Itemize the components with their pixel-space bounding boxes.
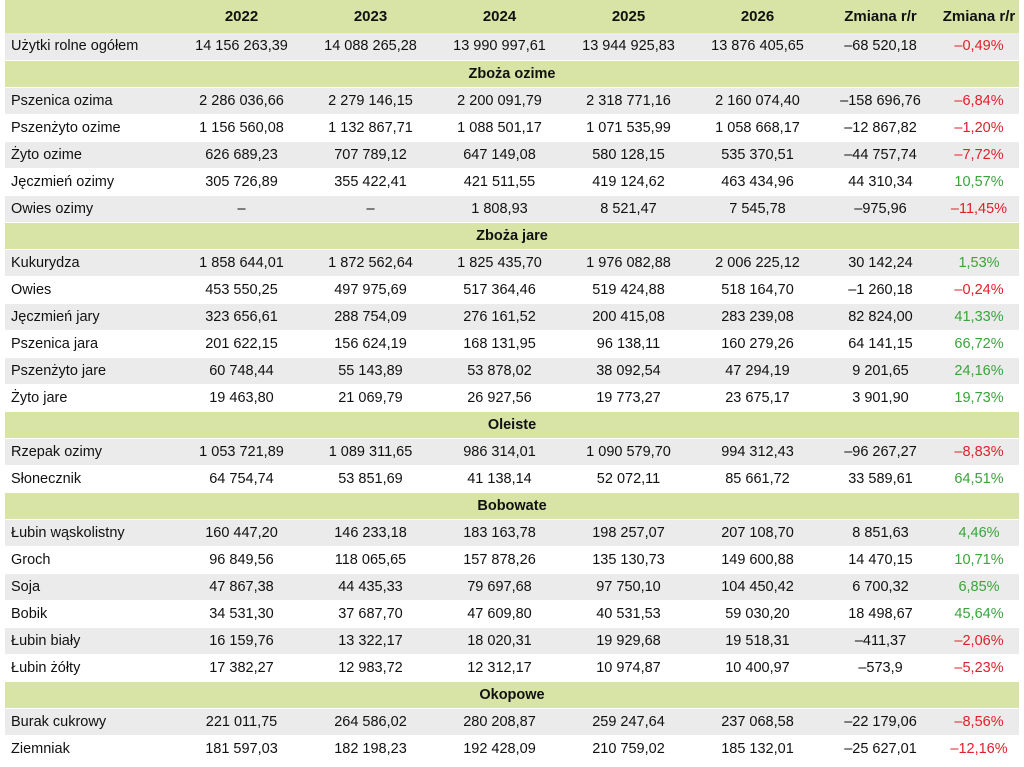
row-label: Jęczmień ozimy — [5, 168, 177, 195]
row-label: Pszenica jara — [5, 330, 177, 357]
table-row — [5, 735, 1019, 762]
value-cell: 47 294,19 — [693, 357, 822, 384]
table-row — [5, 87, 1019, 114]
row-label: Użytki rolne ogółem — [5, 33, 177, 60]
value-cell: 264 586,02 — [306, 708, 435, 735]
column-header: 2023 — [306, 0, 435, 33]
crop-area-table — [5, 0, 1019, 762]
value-cell: 1 825 435,70 — [435, 249, 564, 276]
value-cell: 53 878,02 — [435, 357, 564, 384]
change-percent-cell: 4,46% — [939, 519, 1019, 546]
change-value-cell: –68 520,18 — [822, 33, 939, 60]
value-cell: 53 851,69 — [306, 465, 435, 492]
category-label: Zboża jare — [5, 222, 1019, 249]
change-value-cell: 14 470,15 — [822, 546, 939, 573]
change-value-cell: 3 901,90 — [822, 384, 939, 411]
value-cell: 85 661,72 — [693, 465, 822, 492]
value-cell: 47 867,38 — [177, 573, 306, 600]
value-cell: 182 198,23 — [306, 735, 435, 762]
table-row — [5, 330, 1019, 357]
change-percent-cell: –6,84% — [939, 87, 1019, 114]
value-cell: 2 200 091,79 — [435, 87, 564, 114]
value-cell: 185 132,01 — [693, 735, 822, 762]
value-cell: 157 878,26 — [435, 546, 564, 573]
change-percent-cell: –8,56% — [939, 708, 1019, 735]
row-label: Żyto jare — [5, 384, 177, 411]
value-cell: 2 279 146,15 — [306, 87, 435, 114]
row-label: Owies — [5, 276, 177, 303]
value-cell: 135 130,73 — [564, 546, 693, 573]
value-cell: 10 400,97 — [693, 654, 822, 681]
category-label: Zboża ozime — [5, 60, 1019, 87]
value-cell: 2 006 225,12 — [693, 249, 822, 276]
table-row — [5, 654, 1019, 681]
change-value-cell: –25 627,01 — [822, 735, 939, 762]
value-cell: 97 750,10 — [564, 573, 693, 600]
value-cell: 47 609,80 — [435, 600, 564, 627]
value-cell: 13 876 405,65 — [693, 33, 822, 60]
change-percent-cell: 10,57% — [939, 168, 1019, 195]
value-cell: 707 789,12 — [306, 141, 435, 168]
value-cell: 1 808,93 — [435, 195, 564, 222]
value-cell: 1 132 867,71 — [306, 114, 435, 141]
change-value-cell: –158 696,76 — [822, 87, 939, 114]
value-cell: 14 156 263,39 — [177, 33, 306, 60]
value-cell: 12 312,17 — [435, 654, 564, 681]
header-label-cell — [5, 0, 177, 33]
row-label: Burak cukrowy — [5, 708, 177, 735]
value-cell: 200 415,08 — [564, 303, 693, 330]
category-label: Oleiste — [5, 411, 1019, 438]
table-row — [5, 384, 1019, 411]
change-percent-cell: 64,51% — [939, 465, 1019, 492]
value-cell: 355 422,41 — [306, 168, 435, 195]
value-cell: 52 072,11 — [564, 465, 693, 492]
value-cell: 288 754,09 — [306, 303, 435, 330]
value-cell: 517 364,46 — [435, 276, 564, 303]
table-row — [5, 195, 1019, 222]
change-value-cell: 82 824,00 — [822, 303, 939, 330]
row-label: Łubin żółty — [5, 654, 177, 681]
value-cell: 146 233,18 — [306, 519, 435, 546]
change-percent-cell: –5,23% — [939, 654, 1019, 681]
value-cell: 19 463,80 — [177, 384, 306, 411]
value-cell: 59 030,20 — [693, 600, 822, 627]
value-cell: 44 435,33 — [306, 573, 435, 600]
value-cell: 13 990 997,61 — [435, 33, 564, 60]
column-header: 2026 — [693, 0, 822, 33]
row-label: Słonecznik — [5, 465, 177, 492]
change-value-cell: –96 267,27 — [822, 438, 939, 465]
change-value-cell: –411,37 — [822, 627, 939, 654]
value-cell: 1 058 668,17 — [693, 114, 822, 141]
value-cell: 994 312,43 — [693, 438, 822, 465]
value-cell: 453 550,25 — [177, 276, 306, 303]
change-percent-cell: –2,06% — [939, 627, 1019, 654]
value-cell: 149 600,88 — [693, 546, 822, 573]
table-row — [5, 519, 1019, 546]
value-cell: 183 163,78 — [435, 519, 564, 546]
value-cell: 40 531,53 — [564, 600, 693, 627]
value-cell: 1 090 579,70 — [564, 438, 693, 465]
header-row — [5, 0, 1019, 33]
category-row — [5, 492, 1019, 519]
value-cell: 2 286 036,66 — [177, 87, 306, 114]
row-label: Bobik — [5, 600, 177, 627]
change-value-cell: 9 201,65 — [822, 357, 939, 384]
value-cell: 55 143,89 — [306, 357, 435, 384]
table-row — [5, 357, 1019, 384]
change-percent-cell: 41,33% — [939, 303, 1019, 330]
row-label: Soja — [5, 573, 177, 600]
value-cell: 13 944 925,83 — [564, 33, 693, 60]
row-label: Ziemniak — [5, 735, 177, 762]
value-cell: 421 511,55 — [435, 168, 564, 195]
column-header: Zmiana r/r — [939, 0, 1019, 33]
value-cell: 463 434,96 — [693, 168, 822, 195]
change-percent-cell: –7,72% — [939, 141, 1019, 168]
value-cell: 37 687,70 — [306, 600, 435, 627]
change-percent-cell: 19,73% — [939, 384, 1019, 411]
change-value-cell: 64 141,15 — [822, 330, 939, 357]
change-value-cell: 33 589,61 — [822, 465, 939, 492]
value-cell: 2 160 074,40 — [693, 87, 822, 114]
value-cell: 1 053 721,89 — [177, 438, 306, 465]
value-cell: 13 322,17 — [306, 627, 435, 654]
change-percent-cell: –12,16% — [939, 735, 1019, 762]
value-cell: 207 108,70 — [693, 519, 822, 546]
row-label: Łubin biały — [5, 627, 177, 654]
change-value-cell: –975,96 — [822, 195, 939, 222]
value-cell: 26 927,56 — [435, 384, 564, 411]
row-label: Pszenica ozima — [5, 87, 177, 114]
change-percent-cell: –0,24% — [939, 276, 1019, 303]
value-cell: 518 164,70 — [693, 276, 822, 303]
value-cell: 1 858 644,01 — [177, 249, 306, 276]
value-cell: 19 929,68 — [564, 627, 693, 654]
value-cell: 104 450,42 — [693, 573, 822, 600]
row-label: Jęczmień jary — [5, 303, 177, 330]
value-cell: 201 622,15 — [177, 330, 306, 357]
change-percent-cell: –8,83% — [939, 438, 1019, 465]
category-label: Okopowe — [5, 681, 1019, 708]
value-cell: 96 849,56 — [177, 546, 306, 573]
value-cell: 1 089 311,65 — [306, 438, 435, 465]
row-label: Owies ozimy — [5, 195, 177, 222]
table-row — [5, 249, 1019, 276]
value-cell: 276 161,52 — [435, 303, 564, 330]
row-label: Żyto ozime — [5, 141, 177, 168]
category-row — [5, 222, 1019, 249]
value-cell: 535 370,51 — [693, 141, 822, 168]
value-cell: 160 447,20 — [177, 519, 306, 546]
row-label: Pszenżyto ozime — [5, 114, 177, 141]
table-row — [5, 276, 1019, 303]
value-cell: 118 065,65 — [306, 546, 435, 573]
value-cell: 283 239,08 — [693, 303, 822, 330]
value-cell: 64 754,74 — [177, 465, 306, 492]
value-cell: – — [177, 195, 306, 222]
value-cell: 323 656,61 — [177, 303, 306, 330]
value-cell: 60 748,44 — [177, 357, 306, 384]
value-cell: 210 759,02 — [564, 735, 693, 762]
value-cell: 198 257,07 — [564, 519, 693, 546]
value-cell: 10 974,87 — [564, 654, 693, 681]
value-cell: 18 020,31 — [435, 627, 564, 654]
change-percent-cell: 10,71% — [939, 546, 1019, 573]
value-cell: 79 697,68 — [435, 573, 564, 600]
change-value-cell: 18 498,67 — [822, 600, 939, 627]
value-cell: 156 624,19 — [306, 330, 435, 357]
value-cell: 181 597,03 — [177, 735, 306, 762]
change-percent-cell: –11,45% — [939, 195, 1019, 222]
value-cell: 23 675,17 — [693, 384, 822, 411]
column-header: 2024 — [435, 0, 564, 33]
value-cell: 1 071 535,99 — [564, 114, 693, 141]
value-cell: 626 689,23 — [177, 141, 306, 168]
table-row — [5, 33, 1019, 60]
change-value-cell: 44 310,34 — [822, 168, 939, 195]
value-cell: 1 088 501,17 — [435, 114, 564, 141]
value-cell: 17 382,27 — [177, 654, 306, 681]
table-row — [5, 708, 1019, 735]
table-row — [5, 303, 1019, 330]
change-value-cell: –12 867,82 — [822, 114, 939, 141]
change-percent-cell: –1,20% — [939, 114, 1019, 141]
value-cell: 16 159,76 — [177, 627, 306, 654]
value-cell: 19 518,31 — [693, 627, 822, 654]
value-cell: 41 138,14 — [435, 465, 564, 492]
value-cell: 8 521,47 — [564, 195, 693, 222]
table-row — [5, 168, 1019, 195]
value-cell: 497 975,69 — [306, 276, 435, 303]
category-label: Bobowate — [5, 492, 1019, 519]
change-percent-cell: 66,72% — [939, 330, 1019, 357]
value-cell: 647 149,08 — [435, 141, 564, 168]
category-row — [5, 60, 1019, 87]
column-header: Zmiana r/r — [822, 0, 939, 33]
value-cell: – — [306, 195, 435, 222]
table-row — [5, 573, 1019, 600]
value-cell: 96 138,11 — [564, 330, 693, 357]
table-row — [5, 114, 1019, 141]
value-cell: 419 124,62 — [564, 168, 693, 195]
value-cell: 1 976 082,88 — [564, 249, 693, 276]
value-cell: 2 318 771,16 — [564, 87, 693, 114]
category-row — [5, 681, 1019, 708]
value-cell: 168 131,95 — [435, 330, 564, 357]
value-cell: 237 068,58 — [693, 708, 822, 735]
row-label: Pszenżyto jare — [5, 357, 177, 384]
change-percent-cell: 45,64% — [939, 600, 1019, 627]
value-cell: 580 128,15 — [564, 141, 693, 168]
change-percent-cell: –0,49% — [939, 33, 1019, 60]
value-cell: 1 872 562,64 — [306, 249, 435, 276]
value-cell: 12 983,72 — [306, 654, 435, 681]
table-row — [5, 627, 1019, 654]
change-value-cell: 30 142,24 — [822, 249, 939, 276]
value-cell: 192 428,09 — [435, 735, 564, 762]
change-value-cell: –573,9 — [822, 654, 939, 681]
table-body — [5, 33, 1019, 762]
table-row — [5, 141, 1019, 168]
table-row — [5, 600, 1019, 627]
table-row — [5, 465, 1019, 492]
category-row — [5, 411, 1019, 438]
change-value-cell: 6 700,32 — [822, 573, 939, 600]
column-header: 2025 — [564, 0, 693, 33]
change-value-cell: –22 179,06 — [822, 708, 939, 735]
column-header: 2022 — [177, 0, 306, 33]
change-percent-cell: 1,53% — [939, 249, 1019, 276]
value-cell: 1 156 560,08 — [177, 114, 306, 141]
value-cell: 259 247,64 — [564, 708, 693, 735]
value-cell: 160 279,26 — [693, 330, 822, 357]
value-cell: 986 314,01 — [435, 438, 564, 465]
row-label: Kukurydza — [5, 249, 177, 276]
value-cell: 280 208,87 — [435, 708, 564, 735]
row-label: Łubin wąskolistny — [5, 519, 177, 546]
change-value-cell: –44 757,74 — [822, 141, 939, 168]
value-cell: 38 092,54 — [564, 357, 693, 384]
change-value-cell: –1 260,18 — [822, 276, 939, 303]
change-percent-cell: 6,85% — [939, 573, 1019, 600]
change-percent-cell: 24,16% — [939, 357, 1019, 384]
change-value-cell: 8 851,63 — [822, 519, 939, 546]
value-cell: 14 088 265,28 — [306, 33, 435, 60]
value-cell: 34 531,30 — [177, 600, 306, 627]
table-row — [5, 546, 1019, 573]
table-row — [5, 438, 1019, 465]
value-cell: 7 545,78 — [693, 195, 822, 222]
row-label: Groch — [5, 546, 177, 573]
value-cell: 19 773,27 — [564, 384, 693, 411]
value-cell: 21 069,79 — [306, 384, 435, 411]
row-label: Rzepak ozimy — [5, 438, 177, 465]
value-cell: 519 424,88 — [564, 276, 693, 303]
value-cell: 221 011,75 — [177, 708, 306, 735]
value-cell: 305 726,89 — [177, 168, 306, 195]
